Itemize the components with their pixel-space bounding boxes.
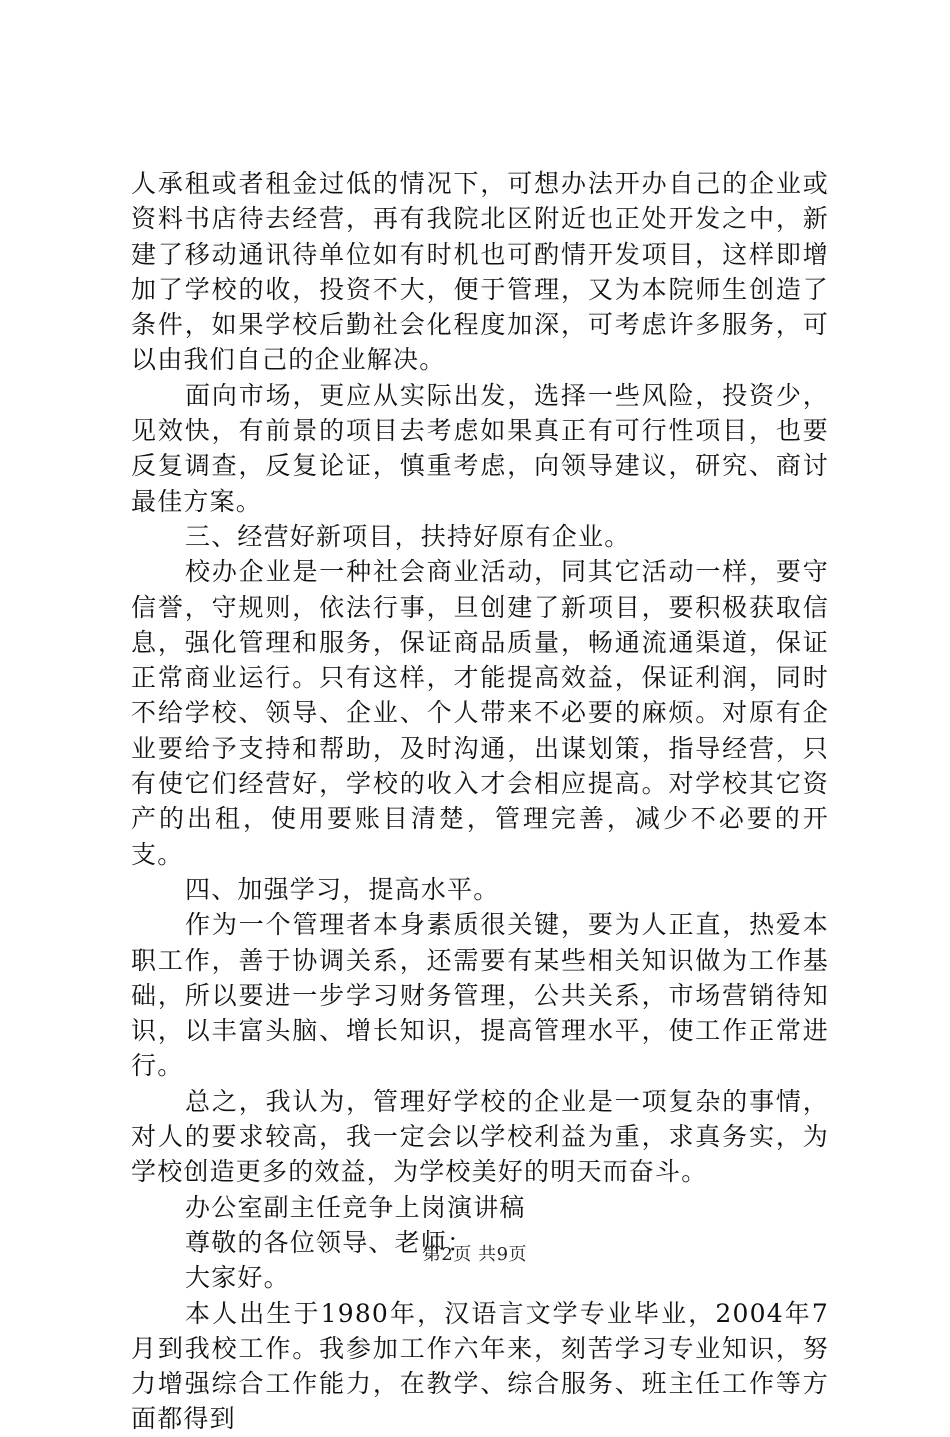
paragraph: 面向市场，更应从实际出发，选择一些风险，投资少，见效快，有前景的项目去考虑如果真正有可行性项目，也要反复调查，反复论证，慎重考虑，向领导建议，研究、商讨最佳方案。 — [131, 380, 829, 516]
paragraph: 校办企业是一种社会商业活动，同其它活动一样，要守信誉，守规则，依法行事，旦创建了新项目，要积极获取信息，强化管理和服务，保证商品质量，畅通流通渠道，保证正常商业运行。只有这样，才能提高效益，保证利润，同时不给学校、领导、企业、个人带来不必要的麻烦。对原有企业要给予支持和帮助，及时沟通，出谋划策，指导经营，只有使它们经营好，学校的收入才会相应提高。对学校其它资产的出租，使用要账目清楚，管理完善，减少不必要的开支。 — [131, 557, 829, 869]
paragraph: 总之，我认为，管理好学校的企业是一项复杂的事情，对人的要求较高，我一定会以学校利益为重，求真务实，为学校创造更多的效益，为学校美好的明天而奋斗。 — [131, 1086, 829, 1187]
speech-title: 办公室副主任竞争上岗演讲稿 — [185, 1192, 526, 1222]
paragraph: 人承租或者租金过低的情况下，可想办法开办自己的企业或资料书店待去经营，再有我院北区附近也正处开发之中，新建了移动通讯待单位如有时机也可酌情开发项目，这样即增加了学校的收，投资不大，便于管理，又为本院师生创造了条件，如果学校后勤社会化程度加深，可考虑许多服务，可以由我们自己的企业解决。 — [131, 169, 829, 375]
section-heading: 四、加强学习，提高水平。 — [185, 874, 500, 904]
paragraph: 作为一个管理者本身素质很关键，要为人正直，热爱本职工作，善于协调关系，还需要有某些相关知识做为工作基础，所以要进一步学习财务管理，公共关系，市场营销待知识，以丰富头脑、增长知识，提高管理水平，使工作正常进行。 — [131, 910, 829, 1081]
paragraph: 本人出生于1980年，汉语言文学专业毕业，2004年7月到我校工作。我参加工作六年来，刻苦学习专业知识，努力增强综合工作能力，在教学、综合服务、班主任工作等方面都得到 — [131, 1298, 829, 1434]
salutation: 尊敬的各位领导、老师： — [185, 1227, 474, 1257]
section-heading: 三、经营好新项目，扶持好原有企业。 — [185, 521, 631, 551]
greeting: 大家好。 — [185, 1263, 290, 1293]
page-number: 第2页 共9页 — [422, 1244, 528, 1265]
